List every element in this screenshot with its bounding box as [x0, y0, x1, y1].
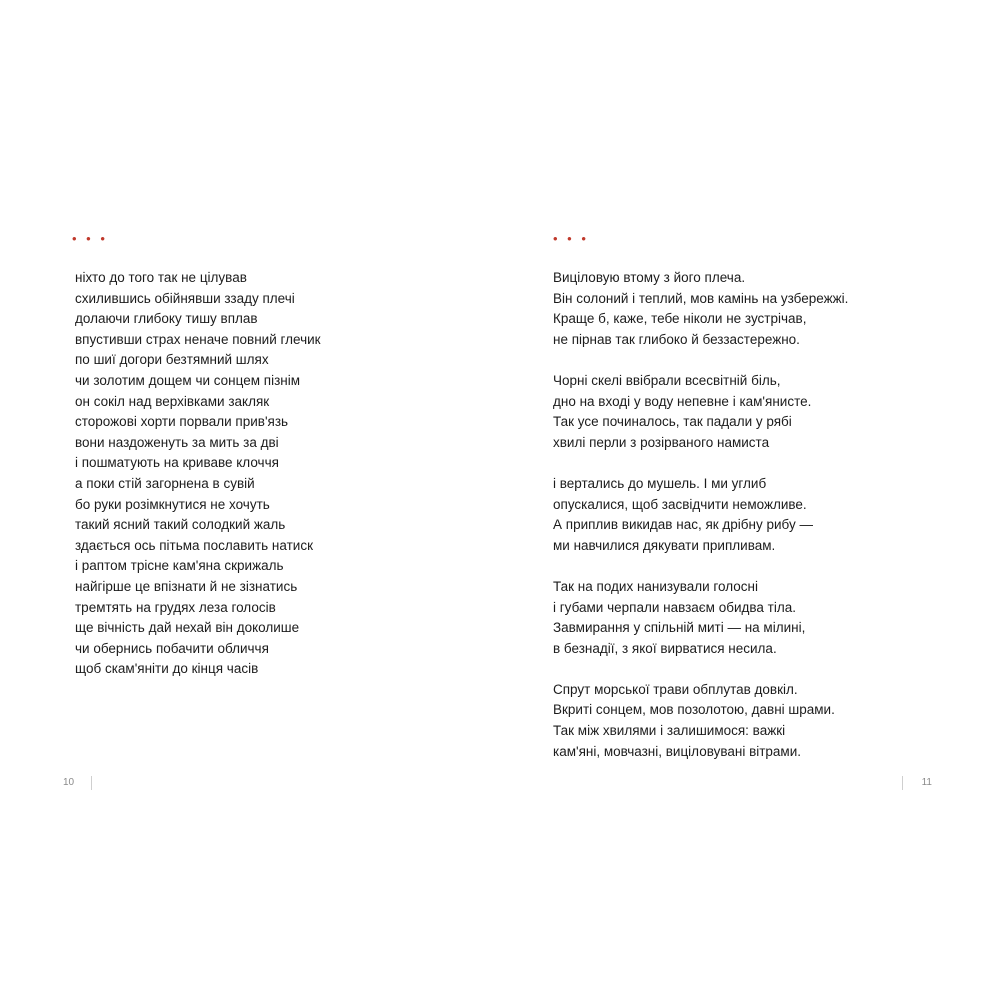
section-ornament: • • •	[72, 231, 108, 246]
poem-line: долаючи глибоку тишу вплав	[75, 311, 258, 327]
poem-left	[75, 268, 321, 680]
poem-line: дно на вході у воду непевне і кам'янисте.	[553, 393, 812, 409]
poem-line: Так між хвилями і залишимося: важкі	[553, 723, 786, 739]
poem-line: чи обернись побачити обличчя	[75, 640, 269, 656]
stanza	[553, 680, 848, 762]
poem-line: і губами черпали навзаєм обидва тіла.	[553, 599, 796, 615]
page-number-left: 10	[63, 777, 75, 788]
poem-line: бо руки розімкнутися не хочуть	[75, 496, 270, 512]
poem-line: в безнадії, з якої вирватися несила.	[553, 640, 777, 656]
poem-line: схилившись обійнявши ззаду плечі	[75, 290, 295, 306]
poem-line: он сокіл над верхівками закляк	[75, 393, 270, 409]
stanza	[553, 371, 848, 453]
stanza	[553, 474, 848, 556]
poem-line: такий ясний такий солодкий жаль	[75, 517, 286, 533]
folio-rule-left	[91, 776, 92, 790]
right-page	[500, 0, 1000, 1000]
poem-line: Виціловую втому з його плеча.	[553, 270, 746, 285]
stanza	[75, 268, 321, 680]
poem-right	[553, 268, 848, 762]
poem-line: і раптом тріснe кам'яна скрижаль	[75, 558, 284, 574]
stanza	[553, 268, 848, 350]
poem-line: по шиї догори безтямний шлях	[75, 352, 269, 368]
poem-line: кам'яні, мовчазні, виціловувані вітрами.	[553, 743, 802, 759]
folio-rule-right	[902, 776, 903, 790]
poem-line: сторожові хорти порвали прив'язь	[75, 414, 289, 430]
poem-line: опускалися, щоб засвідчити неможливе.	[553, 496, 807, 512]
poem-line: чи золотим дощем чи сонцем пізнім	[75, 372, 300, 388]
poem-line: Спрут морської трави обплутав довкіл.	[553, 681, 798, 697]
poem-line: Краще б, каже, тебе ніколи не зустрічав,	[553, 311, 807, 327]
poem-line: Так усе починалось, так падали у рябі	[553, 414, 792, 430]
poem-line: впустивши страх неначе повний глечик	[75, 331, 321, 347]
poem-line: і пошматують на криваве клоччя	[75, 455, 279, 471]
page-number-right: 11	[921, 777, 932, 788]
poem-line: А приплив викидав нас, як дрібну рибу —	[553, 517, 813, 533]
poem-line: Так на подих нанизували голосні	[553, 578, 758, 594]
poem-line: Він солоний і теплий, мов камінь на узбережжі.	[553, 290, 849, 306]
poem-line: щоб скам'яніти до кінця часів	[75, 661, 259, 677]
poem-line: а поки стій загорнена в сувій	[75, 475, 255, 491]
stanza	[553, 577, 848, 659]
poem-line: ніхто до того так не цілував	[75, 270, 247, 285]
poem-line: Завмирання у спільній миті — на мілині,	[553, 620, 806, 636]
poem-line: здається ось пітьма пославить натиск	[75, 537, 313, 553]
poem-line: хвилі перли з розірваного намиста	[553, 434, 770, 450]
poem-line: ще вічність дай нехай він доколише	[75, 620, 300, 636]
poem-line: Вкриті сонцем, мов позолотою, давні шрами.	[553, 702, 835, 718]
poem-line: Чорні скелі ввібрали всесвітній біль,	[553, 372, 781, 388]
poem-line: тремтять на грудях леза голосів	[75, 599, 276, 615]
poem-line: і вертались до мушель. І ми углиб	[553, 475, 767, 491]
poem-line: не пірнав так глибоко й беззастережно.	[553, 331, 800, 347]
poem-line: ми навчилися дякувати припливам.	[553, 537, 776, 553]
poem-line: найгірше це впізнати й не зізнатись	[75, 578, 298, 594]
section-ornament: • • •	[553, 231, 589, 246]
poem-line: вони наздоженуть за мить за дві	[75, 434, 279, 450]
